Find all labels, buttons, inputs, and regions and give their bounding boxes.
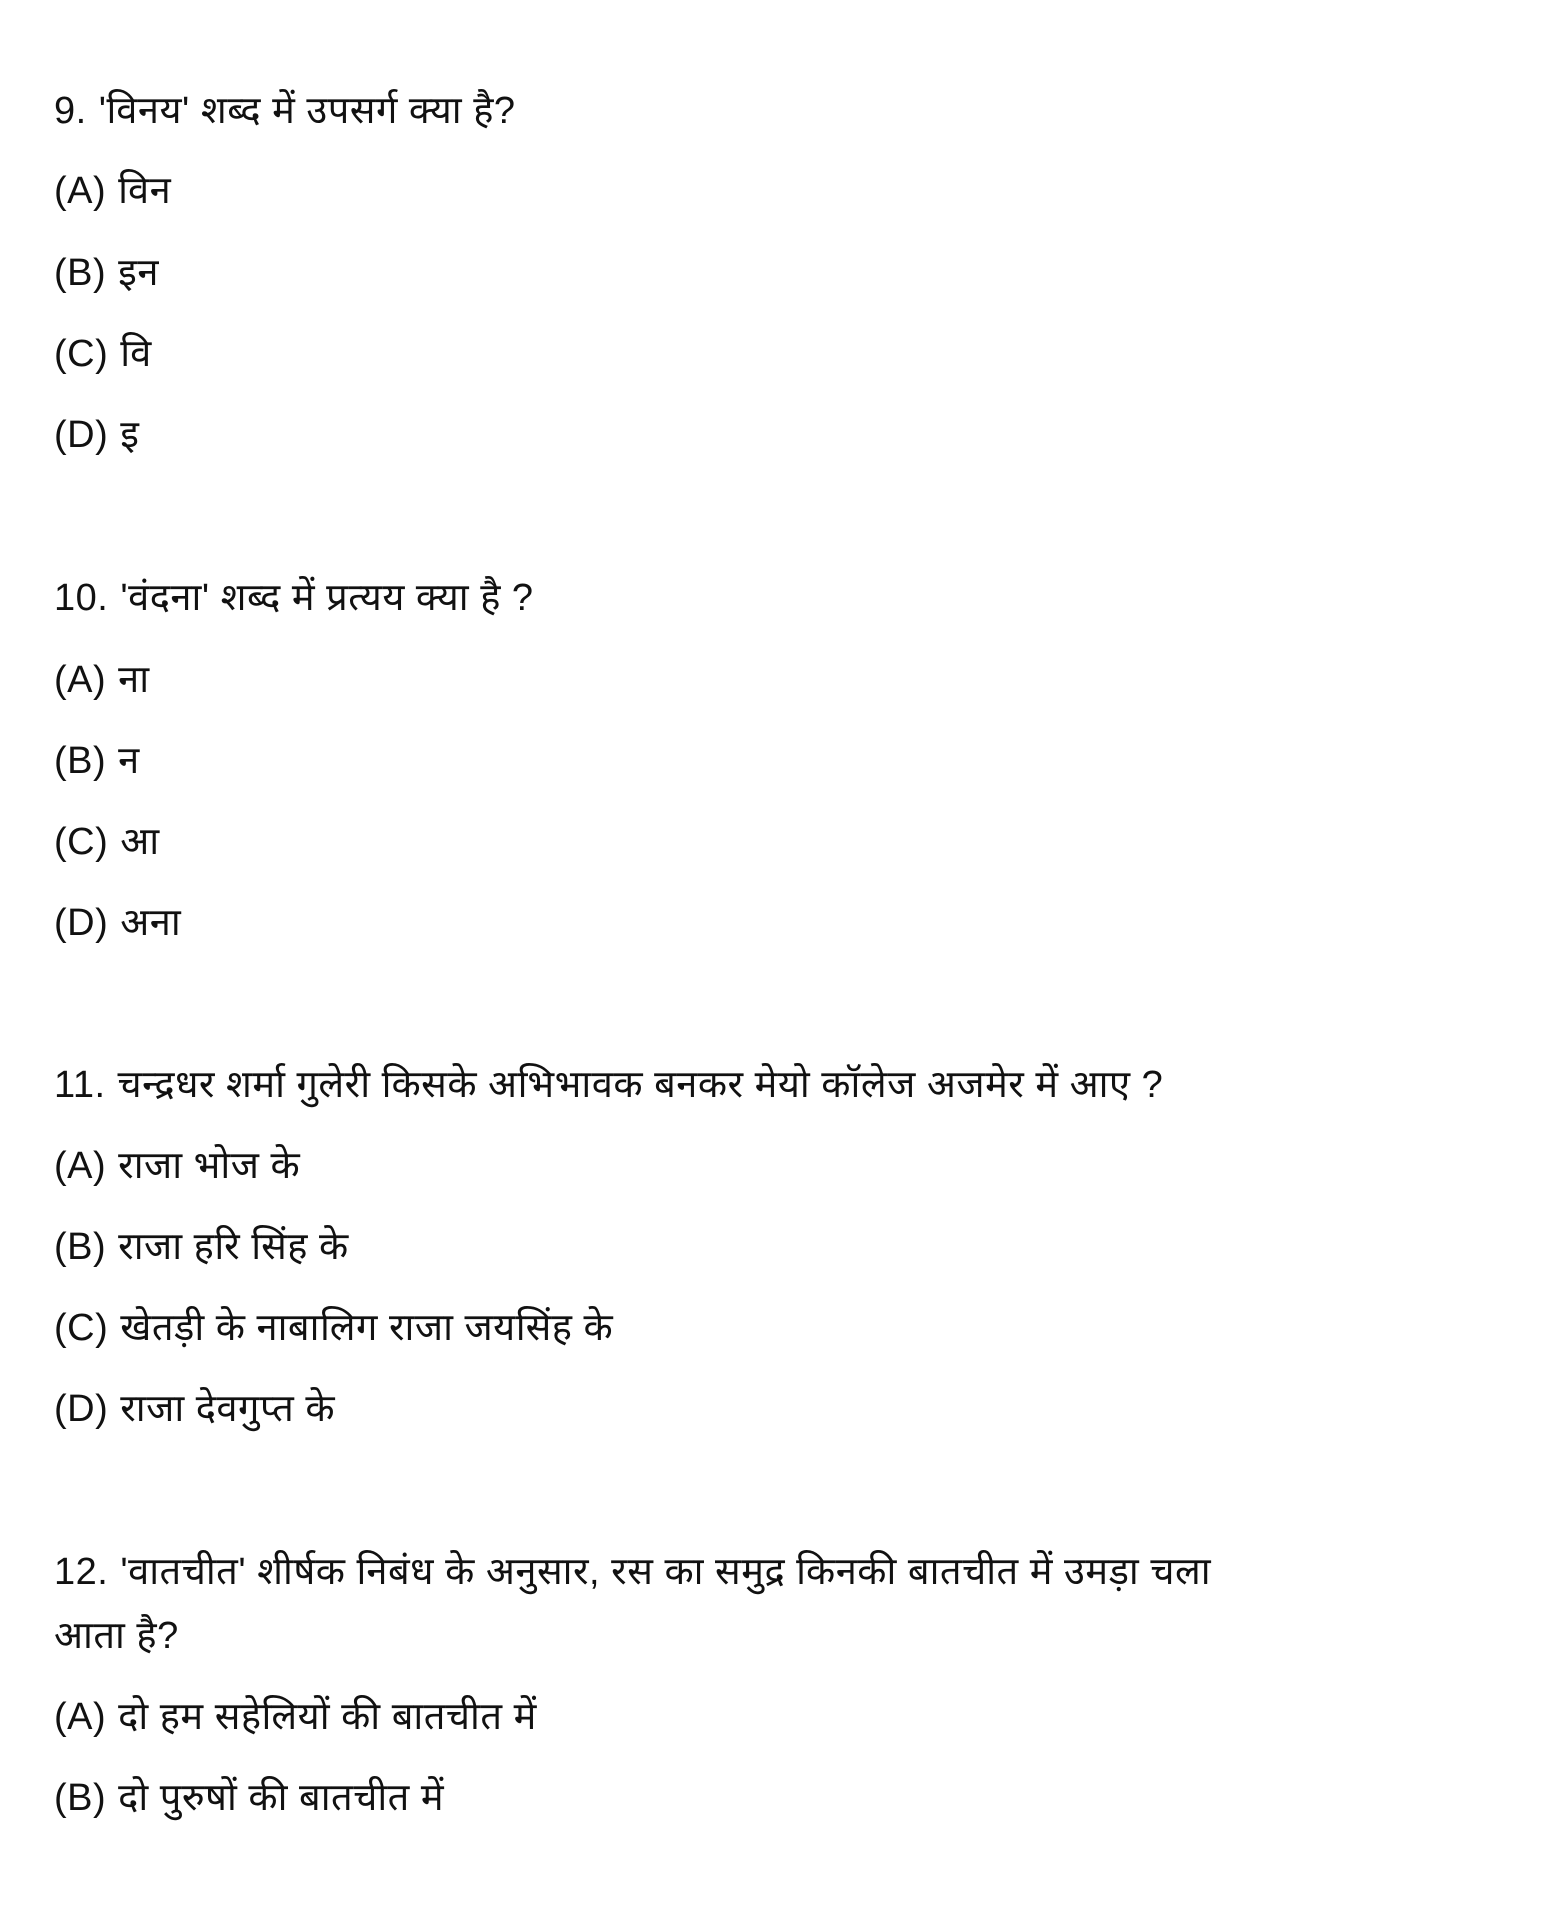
option-label: (A) [54, 659, 107, 701]
option-text: राजा भोज के [118, 1145, 301, 1187]
option-text: इ [120, 414, 140, 456]
question-stem-continued: आता है? [54, 1615, 179, 1657]
question-text [54, 87, 528, 135]
question-number: 9. [54, 90, 87, 132]
question-number: 11. [54, 1064, 106, 1106]
option-label: (A) [54, 1145, 107, 1187]
option-text: राजा देवगुप्त के [120, 1388, 336, 1430]
option-c [54, 1304, 625, 1352]
question-stem: चन्द्रधर शर्मा गुलेरी किसके अभिभावक बनकर मेयो कॉलेज अजमेर में आए ? [117, 1064, 1164, 1106]
option-d [54, 1385, 347, 1433]
option-label: (C) [54, 821, 109, 863]
option-text: अना [120, 902, 182, 944]
question-stem: 'विनय' शब्द में उपसर्ग क्या है? [98, 90, 516, 132]
option-label: (C) [54, 1307, 109, 1349]
option-text: राजा हरि सिंह के [118, 1226, 349, 1268]
option-label: (A) [54, 1696, 107, 1738]
option-label: (A) [54, 170, 107, 212]
option-text: खेतड़ी के नाबालिग राजा जयसिंह के [120, 1307, 614, 1349]
option-b [54, 1774, 456, 1822]
option-label: (D) [54, 1388, 109, 1430]
option-a [54, 1142, 312, 1190]
option-text: इन [118, 252, 159, 294]
question-text [54, 1548, 1223, 1596]
option-a [54, 167, 183, 215]
option-label: (D) [54, 902, 109, 944]
option-label: (B) [54, 1777, 107, 1819]
option-a [54, 656, 162, 704]
question-stem: 'वातचीत' शीर्षक निबंध के अनुसार, रस का समुद्र किनकी बातचीत में उमड़ा चला [120, 1551, 1212, 1593]
option-text: ना [118, 659, 150, 701]
option-c [54, 818, 172, 866]
option-b [54, 249, 171, 297]
option-label: (C) [54, 333, 109, 375]
question-number: 12. [54, 1551, 109, 1593]
option-d [54, 899, 193, 947]
option-b [54, 737, 152, 785]
option-text: वि [120, 333, 152, 375]
option-label: (B) [54, 1226, 107, 1268]
option-text: दो पुरुषों की बातचीत में [118, 1777, 445, 1819]
question-text-line2 [54, 1612, 191, 1660]
option-d [54, 411, 151, 459]
option-text: न [118, 740, 140, 782]
question-text [54, 574, 546, 622]
option-c [54, 330, 164, 378]
option-label: (D) [54, 414, 109, 456]
option-b [54, 1223, 361, 1271]
option-label: (B) [54, 252, 107, 294]
question-stem: 'वंदना' शब्द में प्रत्यय क्या है ? [120, 577, 534, 619]
option-text: विन [118, 170, 172, 212]
option-a [54, 1693, 549, 1741]
question-number: 10. [54, 577, 109, 619]
question-text [54, 1061, 1175, 1109]
option-text: आ [120, 821, 160, 863]
option-text: दो हम सहेलियों की बातचीत में [118, 1696, 537, 1738]
option-label: (B) [54, 740, 107, 782]
